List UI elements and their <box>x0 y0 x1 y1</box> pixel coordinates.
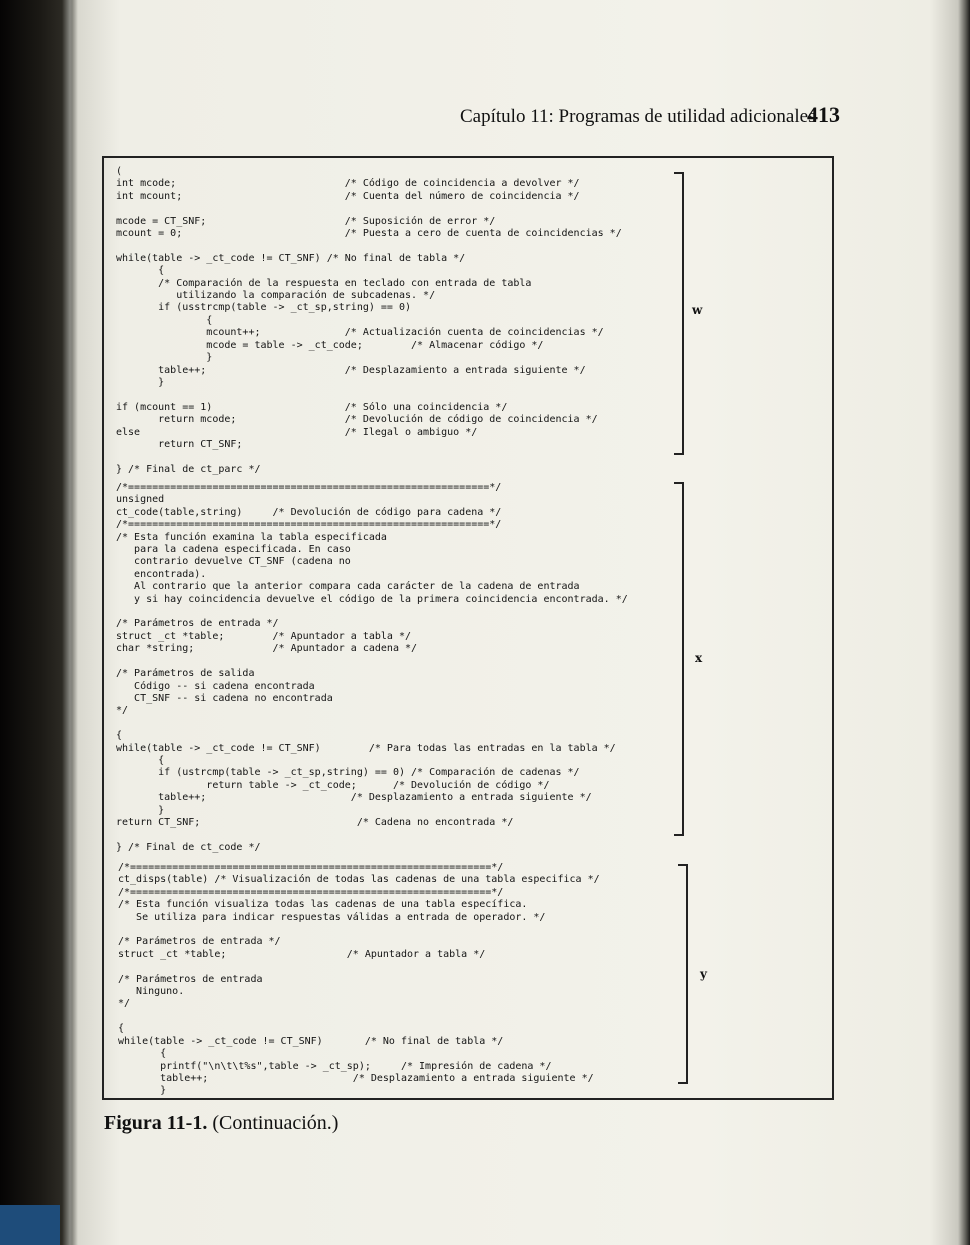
section-bracket-y <box>680 864 688 1084</box>
scan-background-corner <box>0 1205 60 1245</box>
code-block-y: /*============================================================*/ ct_disps(table) /* Visualización de todas las cadenas de una tabla especifica */ /*============================================================*/ /* Esta función visualiza todas las cadenas de una tabla específica. Se utiliza para indicar respuestas válidas a entrada de operador. */ /* Parámetros de entrada */ struct _ct *table; /* Apuntador a tabla */ /* Parámetros de entrada Ninguno. */ { while(table -> _ct_code != CT_SNF) /* No final de tabla */ { printf("\n\t\t%s",table -> _ct_sp); /* Impresión de cadena */ table++; /* Desplazamiento a entrada siguiente */ } <box>118 862 600 1097</box>
page-number: 413 <box>807 102 840 127</box>
section-bracket-w <box>676 172 684 455</box>
page-header <box>460 102 840 132</box>
figure-caption-text: (Continuación.) <box>212 1112 339 1134</box>
section-label-y: y <box>700 967 707 981</box>
figure-number: Figura 11-1. <box>104 1112 208 1134</box>
book-spine-shadow <box>0 0 72 1245</box>
figure-caption <box>104 1112 338 1135</box>
code-block-w: ( int mcode; /* Código de coincidencia a devolver */ int mcount; /* Cuenta del número de coincidencia */ mcode = CT_SNF; /* Suposición de error */ mcount = 0; /* Puesta a cero de cuenta de coincidencias */ while(table -> _ct_code != CT_SNF) /* No final de tabla */ { /* Comparación de la respuesta en teclado con entrada de tabla utilizando la comparación de subcadenas. */ if (usstrcmp(table -> _ct_sp,string) == 0) { mcount++; /* Actualización cuenta de coincidencias */ mcode = table -> _ct_code; /* Almacenar código */ } table++; /* Desplazamiento a entrada siguiente */ } if (mcount == 1) /* Sólo una coincidencia */ return mcode; /* Devolución de código de coincidencia */ else /* Ilegal o ambiguo */ return CT_SNF; } /* Final de ct_parc */ <box>116 166 622 475</box>
section-label-w: w <box>692 303 703 317</box>
code-block-x: /*============================================================*/ unsigned ct_code(table,string) /* Devolución de código para cadena */ /*============================================================*/ /* Esta función examina la tabla especificada para la cadena especificada. En caso contrario devuelve CT_SNF (cadena no encontrada). Al contrario que la anterior compara cada carácter de la cadena de entrada y si hay coincidencia devuelve el código de la primera coincidencia encontrada. */ /* Parámetros de entrada */ struct _ct *table; /* Apuntador a tabla */ char *string; /* Apuntador a cadena */ /* Parámetros de salida Código -- si cadena encontrada CT_SNF -- si cadena no encontrada */ { while(table -> _ct_code != CT_SNF) /* Para todas las entradas en la tabla */ { if (ustrcmp(table -> _ct_sp,string) == 0) /* Comparación de cadenas */ return table -> _ct_code; /* Devolución de código */ table++; /* Desplazamiento a entrada siguiente */ } return CT_SNF; /* Cadena no encontrada */ } /* Final de ct_code */ <box>116 482 628 853</box>
chapter-title: Capítulo 11: Programas de utilidad adicionales <box>460 106 816 127</box>
section-label-x: x <box>695 651 703 665</box>
section-bracket-x <box>676 482 684 836</box>
